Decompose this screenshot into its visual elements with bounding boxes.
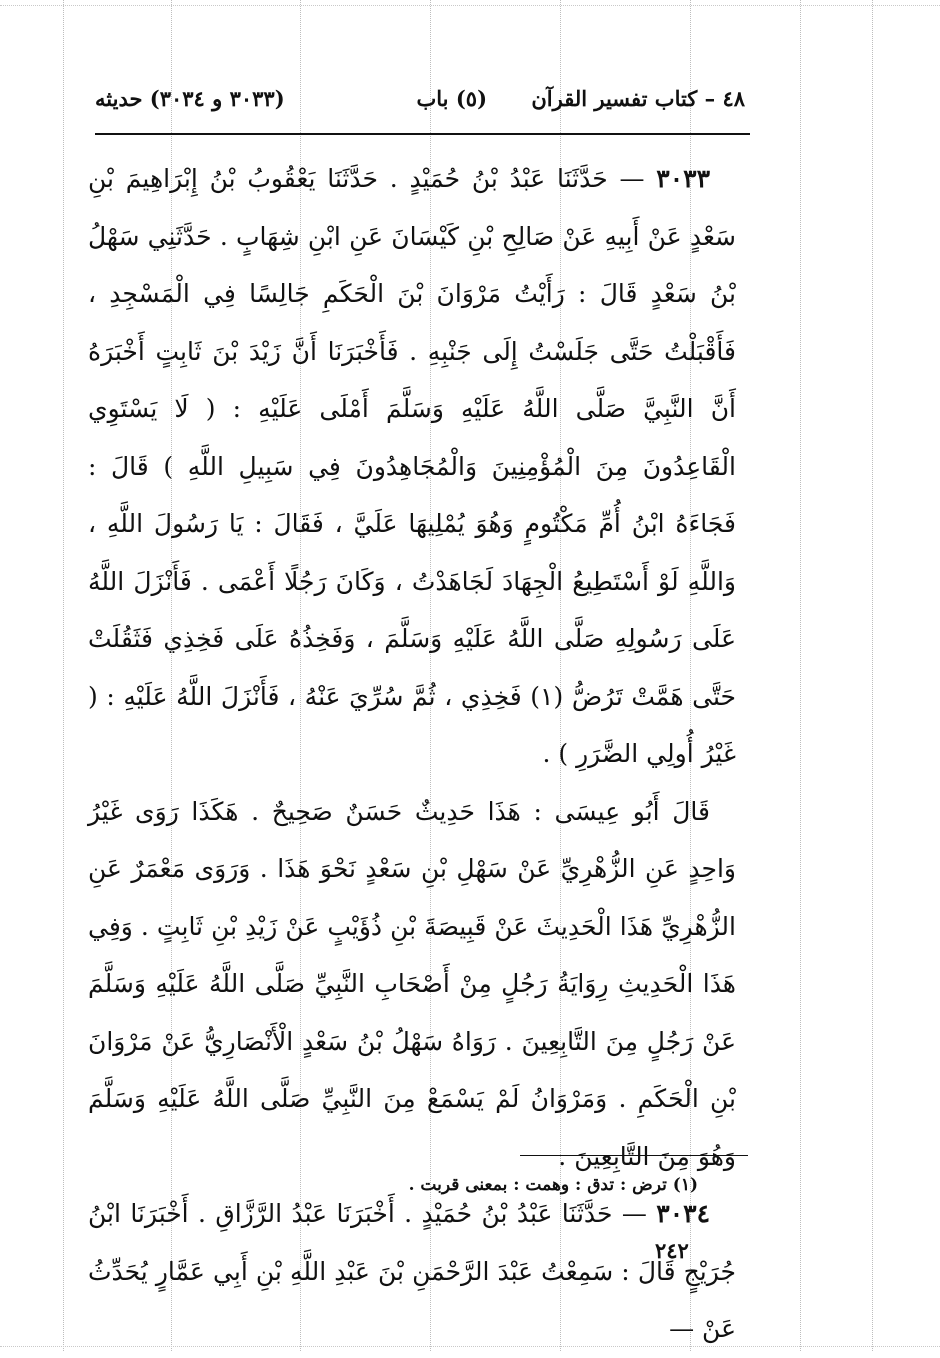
scan-guide-line	[872, 0, 873, 1351]
hadith-number: ٣٠٣٣	[656, 164, 710, 193]
commentary	[88, 783, 736, 1186]
page-header	[95, 86, 745, 120]
hadith-range: (٣٠٣٣ و ٣٠٣٤) حديثه	[95, 86, 285, 111]
scan-guide-line	[800, 0, 801, 1351]
header-rule	[95, 133, 750, 135]
footnote: (١) ترض : تدق : وهمت : بمعنى قربت .	[408, 1175, 698, 1195]
page-number: ٢٤٢	[655, 1238, 689, 1263]
commentary-text: قَالَ أَبُو عِيسَى : هَذَا حَدِيثٌ حَسَنٌ صَحِيحٌ . هَكَذَا رَوَى غَيْرُ وَاحِدٍ عَنِ الزُّهْرِيِّ عَنْ سَهْلِ بْنِ سَعْدٍ نَحْوَ هَذَا . وَرَوَى مَعْمَرٌ عَنِ الزُّهْرِيِّ هَذَا الْحَدِيثَ عَنْ قَبِيصَةَ بْنِ ذُؤَيْبٍ عَنْ زَيْدِ بْنِ ثَابِتٍ . وَفِي هَذَا الْحَدِيثِ رِوَايَةُ رَجُلٍ مِنْ أَصْحَابِ النَّبِيِّ صَلَّى اللَّهُ عَلَيْهِ وَسَلَّمَ عَنْ رَجُلٍ مِنَ التَّابِعِينَ . رَوَاهُ سَهْلُ بْنُ سَعْدٍ الْأَنْصَارِيُّ عَنْ مَرْوَانَ بْنِ الْحَكَمِ . وَمَرْوَانُ لَمْ يَسْمَعْ مِنَ النَّبِيِّ صَلَّى اللَّهُ عَلَيْهِ وَسَلَّمَ وَهُوَ مِنَ التَّابِعِينَ .	[88, 796, 736, 1171]
chapter-label: (٥) باب	[416, 86, 487, 111]
hadith-3033	[88, 150, 736, 783]
hadith-number: ٣٠٣٤	[656, 1199, 710, 1228]
footnote-rule	[520, 1155, 748, 1156]
scan-guide-line	[0, 5, 940, 6]
hadith-3034	[88, 1185, 736, 1358]
hadith-text: — حَدَّثَنَا عَبْدُ بْنُ حُمَيْدٍ . أَخْبَرَنَا عَبْدُ الرَّزَّاقِ . أَخْبَرَنَا ابْنُ جُرَيْجٍ قَالَ : سَمِعْتُ عَبْدَ الرَّحْمَنِ بْنَ عَبْدِ اللَّهِ بْنِ أَبِي عَمَّارٍ يُحَدِّثُ عَنْ —	[88, 1199, 736, 1343]
hadith-text: — حَدَّثَنَا عَبْدُ بْنُ حُمَيْدٍ . حَدَّثَنَا يَعْقُوبُ بْنُ إِبْرَاهِيمَ بْنِ سَعْدٍ عَنْ أَبِيهِ عَنْ صَالِحِ بْنِ كَيْسَانَ عَنِ ابْنِ شِهَابٍ . حَدَّثَنِي سَهْلُ بْنُ سَعْدٍ قَالَ : رَأَيْتُ مَرْوَانَ بْنَ الْحَكَمِ جَالِسًا فِي الْمَسْجِدِ ، فَأَقْبَلْتُ حَتَّى جَلَسْتُ إِلَى جَنْبِهِ . فَأَخْبَرَنَا أَنَّ زَيْدَ بْنَ ثَابِتٍ أَخْبَرَهُ أَنَّ النَّبِيَّ صَلَّى اللَّهُ عَلَيْهِ وَسَلَّمَ أَمْلَى عَلَيْهِ : ( لَا يَسْتَوِي الْقَاعِدُونَ مِنَ الْمُؤْمِنِينَ وَالْمُجَاهِدُونَ فِي سَبِيلِ اللَّهِ ) قَالَ : فَجَاءَهُ ابْنُ أُمِّ مَكْتُومٍ وَهُوَ يُمْلِيهَا عَلَيَّ ، فَقَالَ : يَا رَسُولَ اللَّهِ ، وَاللَّهِ لَوْ أَسْتَطِيعُ الْجِهَادَ لَجَاهَدْتُ ، وَكَانَ رَجُلًا أَعْمَى . فَأَنْزَلَ اللَّهُ عَلَى رَسُولِهِ صَلَّى اللَّهُ عَلَيْهِ وَسَلَّمَ ، وَفَخِذُهُ عَلَى فَخِذِي فَثَقُلَتْ حَتَّى هَمَّتْ تَرُضُّ (١) فَخِذِي ، ثُمَّ سُرِّيَ عَنْهُ ، فَأَنْزَلَ اللَّهُ عَلَيْهِ : ( غَيْرُ أُولِي الضَّرَرِ ) .	[88, 164, 737, 768]
book-title: ٤٨ – كتاب تفسير القرآن	[531, 86, 745, 111]
scan-guide-line	[63, 0, 64, 1351]
